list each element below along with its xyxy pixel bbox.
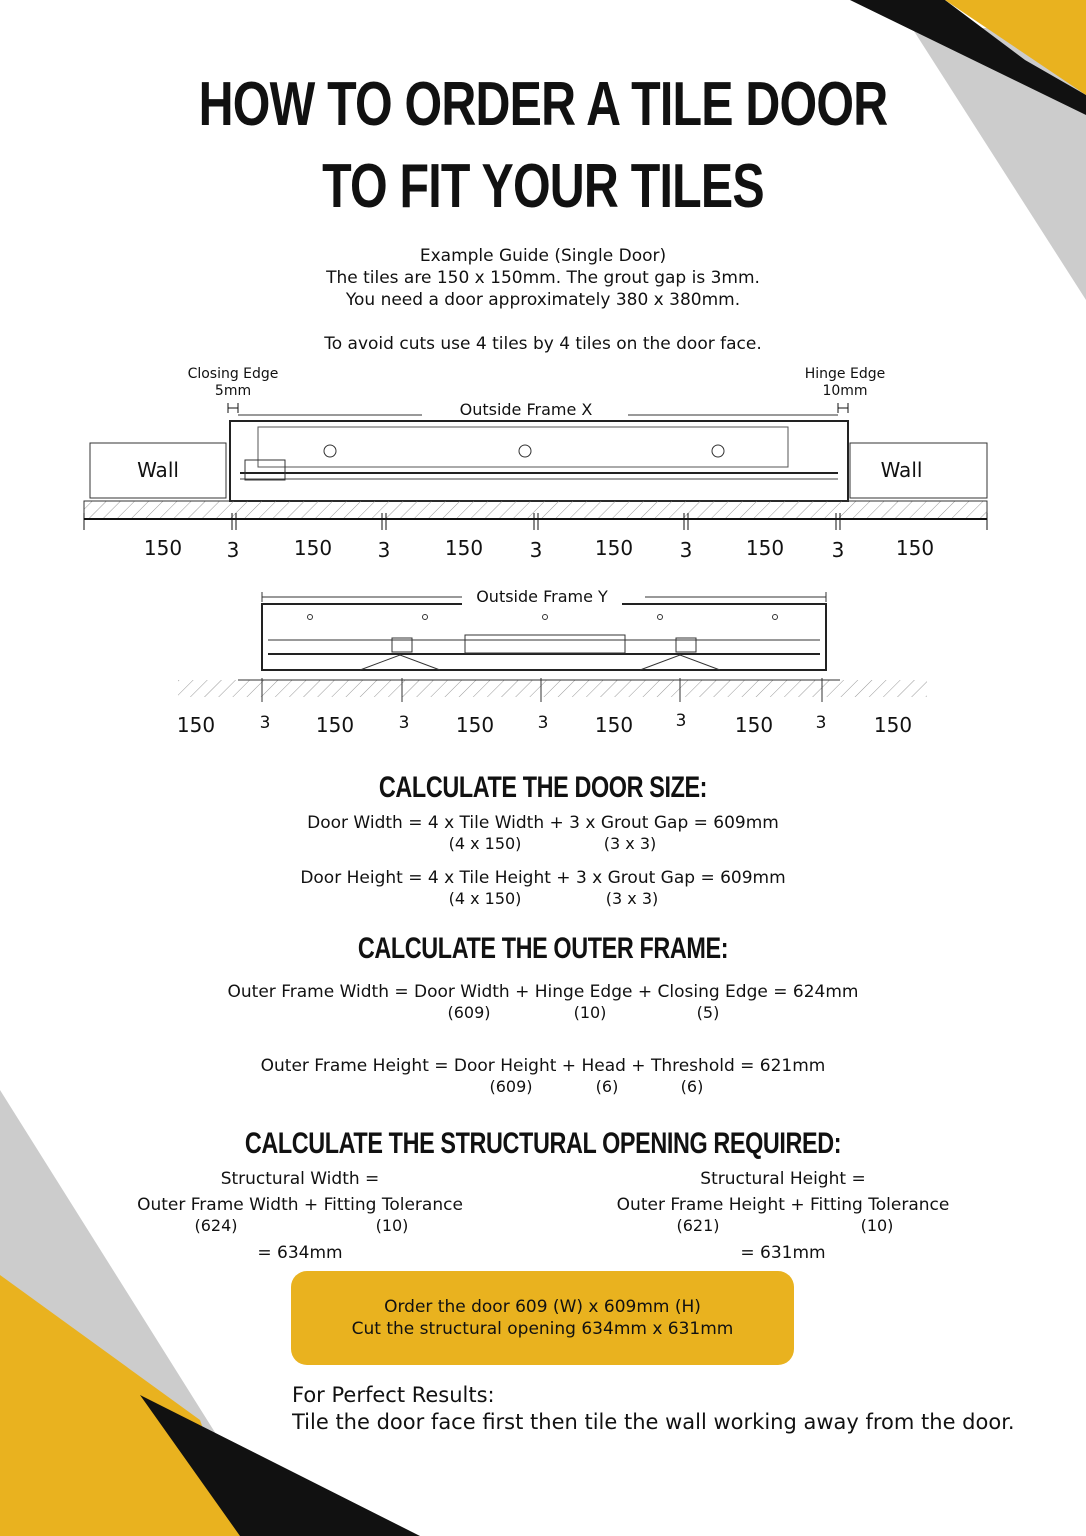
outside-frame-y-label: Outside Frame Y (462, 587, 622, 606)
intro-line-2: The tiles are 150 x 150mm. The grout gap is 3mm. (326, 268, 760, 288)
structural-height-label: Structural Height = (700, 1169, 866, 1189)
outer-frame-height-sub-1: (609) (489, 1077, 533, 1096)
door-height-sub-2: (3 x 3) (605, 889, 659, 908)
outer-frame-height-sub-2: (6) (595, 1077, 619, 1096)
door-width-formula: Door Width = 4 x Tile Width + 3 x Grout Gap = 609mm (307, 813, 779, 833)
wall-right-label: Wall (880, 458, 923, 482)
dim-x-11: 150 (895, 536, 935, 560)
wall-left-label: Wall (137, 458, 179, 482)
door-width-sub-2: (3 x 3) (603, 834, 657, 853)
dim-y-7: 150 (594, 713, 634, 737)
dim-y-10: 3 (815, 713, 827, 733)
dim-x-9: 150 (745, 536, 785, 560)
structural-width-formula: Outer Frame Width + Fitting Tolerance (137, 1195, 463, 1215)
intro-line-3: You need a door approximately 380 x 380mm. (345, 290, 741, 310)
dim-y-4: 3 (398, 713, 410, 733)
dim-y-2: 3 (259, 713, 271, 733)
dim-y-5: 150 (455, 713, 495, 737)
structural-width-sub-1: (624) (194, 1216, 238, 1235)
perfect-results-text: Tile the door face first then tile the wall working away from the door. (292, 1410, 1015, 1434)
dim-x-7: 150 (594, 536, 634, 560)
dim-x-4: 3 (377, 538, 391, 562)
order-line-2: Cut the structural opening 634mm x 631mm (351, 1319, 734, 1339)
dim-y-9: 150 (734, 713, 774, 737)
dim-y-11: 150 (873, 713, 913, 737)
outer-frame-height-sub-3: (6) (680, 1077, 704, 1096)
closing-edge-value: 5mm (214, 383, 252, 399)
outer-frame-width-sub-2: (10) (573, 1003, 607, 1022)
structural-width-result: = 634mm (257, 1243, 343, 1263)
structural-height-sub-2: (10) (860, 1216, 894, 1235)
outer-frame-width-sub-3: (5) (696, 1003, 720, 1022)
intro-note: To avoid cuts use 4 tiles by 4 tiles on the door face. (324, 334, 762, 354)
door-height-formula: Door Height = 4 x Tile Height + 3 x Grout Gap = 609mm (300, 868, 786, 888)
outer-frame-width-sub-1: (609) (447, 1003, 491, 1022)
structural-width-label: Structural Width = (220, 1169, 380, 1189)
dim-x-3: 150 (293, 536, 333, 560)
dim-x-2: 3 (226, 538, 240, 562)
hinge-edge-value: 10mm (822, 383, 868, 399)
outer-frame-width-formula: Outer Frame Width = Door Width + Hinge Edge + Closing Edge = 624mm (227, 982, 859, 1002)
intro-line-1: Example Guide (Single Door) (419, 246, 667, 266)
order-line-1: Order the door 609 (W) x 609mm (H) (384, 1296, 701, 1317)
dim-y-1: 150 (176, 713, 216, 737)
dim-y-3: 150 (315, 713, 355, 737)
structural-heading: CALCULATE THE STRUCTURAL OPENING REQUIRED: (244, 1127, 842, 1160)
closing-edge-label: Closing Edge (187, 366, 279, 382)
frame-y-diagram (0, 590, 1086, 705)
dim-x-10: 3 (831, 538, 845, 562)
dim-x-6: 3 (529, 538, 543, 562)
dim-x-1: 150 (143, 536, 183, 560)
door-height-sub-1: (4 x 150) (448, 889, 522, 908)
structural-height-result: = 631mm (740, 1243, 826, 1263)
page-title-line-1: HOW TO ORDER A TILE DOOR (198, 70, 888, 139)
door-width-sub-1: (4 x 150) (448, 834, 522, 853)
door-size-heading: CALCULATE THE DOOR SIZE: (378, 771, 708, 804)
outside-frame-x-label: Outside Frame X (426, 400, 626, 419)
dim-x-8: 3 (679, 538, 693, 562)
structural-height-formula: Outer Frame Height + Fitting Tolerance (616, 1195, 950, 1215)
structural-width-sub-2: (10) (375, 1216, 409, 1235)
dim-y-6: 3 (537, 713, 549, 733)
dim-x-5: 150 (444, 536, 484, 560)
order-summary-box (291, 1271, 794, 1365)
page-title-line-2: TO FIT YOUR TILES (322, 152, 764, 221)
perfect-results-heading: For Perfect Results: (292, 1383, 495, 1407)
hinge-edge-label: Hinge Edge (804, 366, 886, 382)
outer-frame-height-formula: Outer Frame Height = Door Height + Head + Threshold = 621mm (260, 1056, 826, 1076)
outer-frame-heading: CALCULATE THE OUTER FRAME: (357, 932, 729, 965)
dim-y-8: 3 (675, 711, 687, 731)
structural-height-sub-1: (621) (676, 1216, 720, 1235)
